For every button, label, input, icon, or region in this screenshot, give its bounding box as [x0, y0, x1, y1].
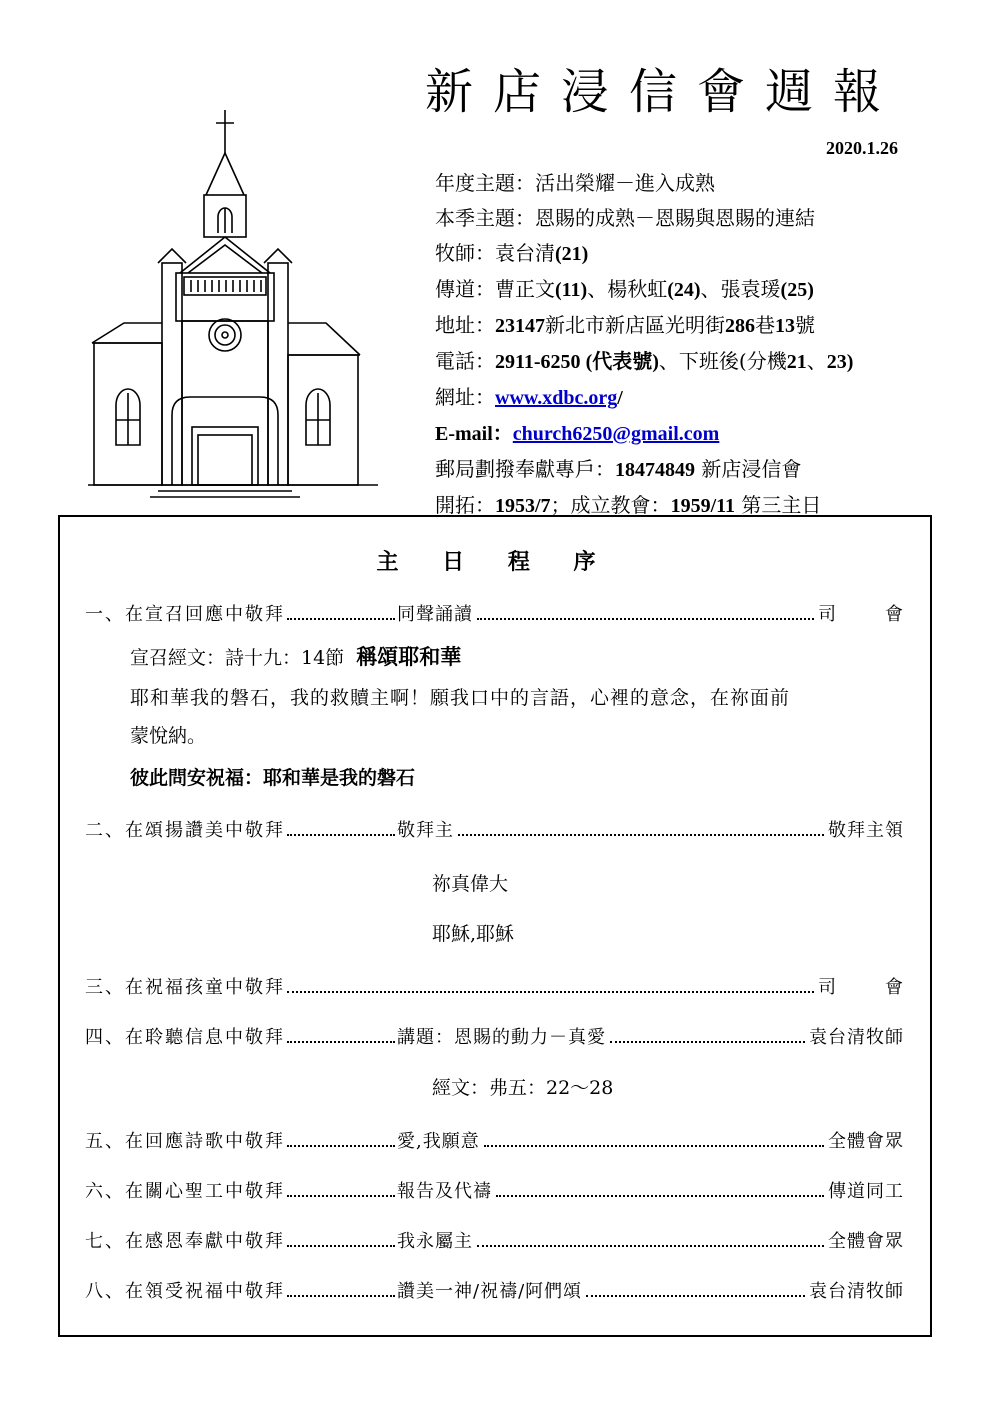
item-middle: 同聲誦讀 [397, 604, 473, 625]
website-line: 網址：www.xdbc.org/ [435, 385, 623, 409]
program-item [85, 1274, 904, 1306]
leader-dots [287, 1295, 395, 1297]
email-line: E-mail：church6250@gmail.com [435, 423, 720, 445]
church-illustration [88, 105, 388, 500]
item-title: 七、在感恩奉獻中敬拜 [85, 1231, 285, 1252]
song-title: 耶穌,耶穌 [432, 923, 515, 945]
church-info [435, 166, 853, 524]
bulletin-date: 2020.1.26 [826, 138, 898, 158]
program-heading: 主 日 程 序 [376, 549, 614, 575]
leader-dots [477, 618, 814, 620]
item-leader: 袁台清牧師 [809, 1027, 904, 1048]
item-title: 三、在祝福孩童中敬拜 [85, 977, 285, 998]
program-item [85, 813, 904, 845]
leader-dots [484, 1145, 824, 1147]
address-line: 地址：23147新北市新店區光明街286巷13號 [435, 313, 815, 337]
song-title: 祢真偉大 [432, 873, 509, 895]
leader-dots [287, 1245, 395, 1247]
item-middle: 愛,我願意 [397, 1131, 480, 1152]
phone-line: 電話：2911-6250 (代表號)、下班後(分機21、23) [435, 349, 854, 373]
leader-dots [287, 1195, 395, 1197]
leader-dots [586, 1295, 805, 1297]
call-scripture-line: 宣召經文：詩十九：14節 稱頌耶和華 [130, 644, 462, 669]
leader-dots [287, 1145, 395, 1147]
leader-dots [458, 834, 824, 836]
item-title: 四、在聆聽信息中敬拜 [85, 1027, 285, 1048]
item-leader: 司 會 [818, 604, 904, 625]
item-leader: 袁台清牧師 [809, 1281, 904, 1302]
preachers-line: 傳道：曹正文(11)、楊秋虹(24)、張袁瑗(25) [435, 277, 814, 301]
leader-dots [287, 618, 395, 620]
item-leader: 敬拜主領 [828, 820, 904, 841]
item-title: 六、在關心聖工中敬拜 [85, 1181, 285, 1202]
leader-dots [287, 834, 395, 836]
item-middle: 敬拜主 [397, 820, 454, 841]
program-item [85, 1174, 904, 1206]
greeting-line: 彼此問安祝福：耶和華是我的磐石 [130, 767, 416, 789]
leader-dots [287, 1041, 395, 1043]
postal-line: 郵局劃撥奉獻專戶：18474849 新店浸信會 [435, 457, 802, 481]
item-middle: 讚美一神/祝禱/阿們頌 [397, 1281, 583, 1302]
item-middle: 報告及代禱 [397, 1181, 492, 1202]
item-title: 二、在頌揚讚美中敬拜 [85, 820, 285, 841]
bulletin-title: 新店浸信會週報 [425, 64, 902, 120]
website-link[interactable]: www.xdbc.org [495, 387, 618, 409]
item-leader: 全體會眾 [828, 1231, 904, 1252]
email-link[interactable]: church6250@gmail.com [512, 423, 720, 445]
leader-dots [477, 1245, 824, 1247]
founded-line: 開拓：1953/7；成立教會：1959/11 第三主日 [435, 493, 822, 517]
program-item [85, 1020, 904, 1052]
item-title: 八、在領受祝福中敬拜 [85, 1281, 285, 1302]
verse-line-2: 蒙悅納。 [130, 725, 207, 747]
leader-dots [610, 1041, 805, 1043]
program-item [85, 597, 904, 629]
program-item [85, 970, 904, 1002]
leader-dots [496, 1195, 824, 1197]
item-title: 五、在回應詩歌中敬拜 [85, 1131, 285, 1152]
year-theme: 年度主題：活出榮耀－進入成熟 [435, 171, 715, 195]
program-item [85, 1224, 904, 1256]
sermon-scripture: 經文：弗五：22～28 [432, 1077, 614, 1099]
program-item [85, 1124, 904, 1156]
item-middle: 講題：恩賜的動力－真愛 [397, 1027, 606, 1048]
item-title: 一、在宣召回應中敬拜 [85, 604, 285, 625]
leader-dots [287, 991, 814, 993]
verse-line-1: 耶和華我的磐石，我的救贖主啊！願我口中的言語，心裡的意念，在祢面前 [130, 687, 791, 709]
item-leader: 全體會眾 [828, 1131, 904, 1152]
season-theme: 本季主題：恩賜的成熟－恩賜與恩賜的連結 [435, 206, 815, 230]
program-box [58, 515, 932, 1337]
item-leader: 傳道同工 [828, 1181, 904, 1202]
item-leader: 司 會 [818, 977, 904, 998]
item-middle: 我永屬主 [397, 1231, 473, 1252]
pastor-line: 牧師：袁台清(21) [435, 241, 589, 265]
